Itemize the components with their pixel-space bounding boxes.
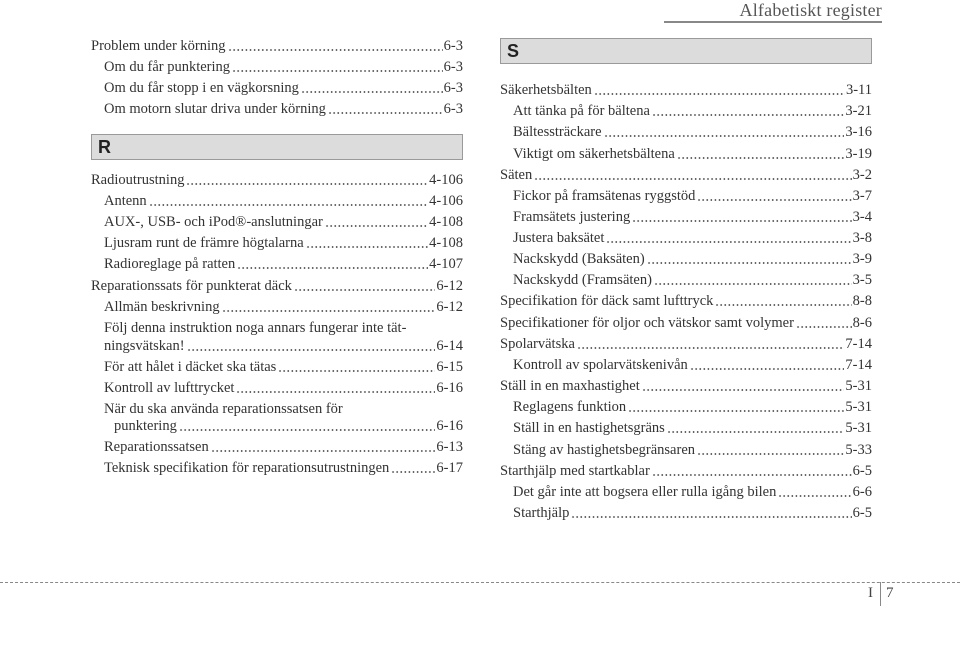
index-subentry: Allmän beskrivning 6-12 <box>104 299 463 315</box>
index-subentry: Nackskydd (Framsäten) 3-5 <box>513 272 872 288</box>
index-subentry: Kontroll av spolarvätskenivån 7-14 <box>513 357 872 373</box>
index-entry: Spolarvätska 7-14 <box>500 336 872 352</box>
index-subentry-line2: ningsvätskan! 6-14 <box>104 338 463 354</box>
page-header-title: Alfabetiskt register <box>739 0 882 20</box>
index-subentry: AUX-, USB- och iPod®-anslutningar 4-108 <box>104 214 463 230</box>
index-entry: Problem under körning 6-3 <box>91 38 463 54</box>
index-subentry: Nackskydd (Baksäten) 3-9 <box>513 251 872 267</box>
index-subentry-line1: Följ denna instruktion noga annars fungerar inte tät- <box>104 320 407 336</box>
index-entry: Specifikationer för oljor och vätskor samt volymer 8-6 <box>500 315 872 331</box>
index-subentry: Det går inte att bogsera eller rulla igång bilen 6-6 <box>513 484 872 500</box>
index-subentry: Viktigt om säkerhetsbältena 3-19 <box>513 146 872 162</box>
index-subentry: Om motorn slutar driva under körning 6-3 <box>104 101 463 117</box>
index-entry: Säten 3-2 <box>500 167 872 183</box>
index-entry: Säkerhetsbälten 3-11 <box>500 82 872 98</box>
index-subentry: Om du får punktering 6-3 <box>104 59 463 75</box>
page-number: 7 <box>886 585 894 601</box>
index-subentry: Fickor på framsätenas ryggstöd 3-7 <box>513 188 872 204</box>
footer-rule <box>0 582 960 583</box>
index-subentry: Kontroll av lufttrycket 6-16 <box>104 380 463 396</box>
index-entry: Ställ in en maxhastighet 5-31 <box>500 378 872 394</box>
index-subentry: Stäng av hastighetsbegränsaren 5-33 <box>513 442 872 458</box>
index-subentry: Radioreglage på ratten 4-107 <box>104 256 463 272</box>
index-subentry-line1: När du ska använda reparationssatsen för <box>104 401 343 417</box>
index-entry: Radioutrustning 4-106 <box>91 172 463 188</box>
index-entry: Reparationssats för punkterat däck 6-12 <box>91 278 463 294</box>
index-subentry: Ljusram runt de främre högtalarna 4-108 <box>104 235 463 251</box>
index-subentry: Justera baksätet 3-8 <box>513 230 872 246</box>
index-subentry: Starthjälp 6-5 <box>513 505 872 521</box>
chapter-label: I <box>868 585 873 601</box>
section-heading-s: S <box>500 38 872 64</box>
index-subentry: Bältessträckare 3-16 <box>513 124 872 140</box>
index-entry: Specifikation för däck samt lufttryck 8-8 <box>500 293 872 309</box>
index-subentry: För att hålet i däcket ska tätas 6-15 <box>104 359 463 375</box>
index-subentry: Antenn 4-106 <box>104 193 463 209</box>
index-subentry-line2: punktering 6-16 <box>114 418 463 434</box>
index-subentry: Reparationssatsen 6-13 <box>104 439 463 455</box>
index-subentry: Ställ in en hastighetsgräns 5-31 <box>513 420 872 436</box>
index-subentry: Om du får stopp i en vägkorsning 6-3 <box>104 80 463 96</box>
index-subentry: Reglagens funktion 5-31 <box>513 399 872 415</box>
index-subentry: Teknisk specifikation för reparationsutrustningen 6-17 <box>104 460 463 476</box>
footer-separator <box>880 582 881 606</box>
section-heading-r: R <box>91 134 463 160</box>
index-subentry: Framsätets justering 3-4 <box>513 209 872 225</box>
index-subentry: Att tänka på för bältena 3-21 <box>513 103 872 119</box>
index-entry: Starthjälp med startkablar 6-5 <box>500 463 872 479</box>
header-rule <box>664 21 882 23</box>
